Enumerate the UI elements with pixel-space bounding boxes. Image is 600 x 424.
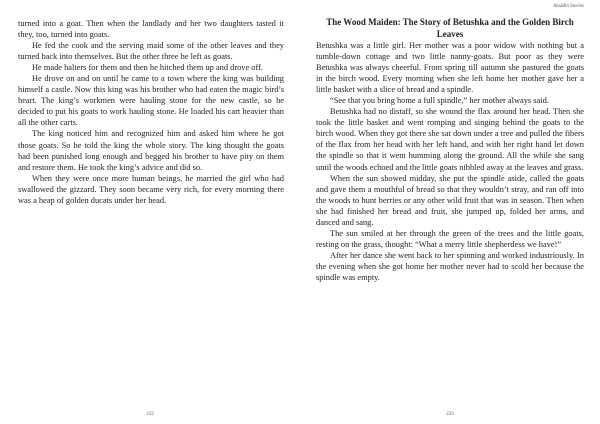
paragraph: The king noticed him and recognized him and asked him where he got those goats. So he told the king the whole story. The king thought the goats had been punished long enough and begged his brother to have pity on them and restore them. He took the king’s advice and did so. (18, 129, 284, 172)
paragraph: After her dance she went back to her spinning and worked industriously. In the evening when she got home her mother never had to scold her because the spindle was empty. (316, 250, 584, 282)
paragraph: He made halters for them and then he hitched them up and drove off. (32, 63, 264, 73)
right-page-text (316, 17, 584, 283)
chapter-title: The Wood Maiden: The Story of Betushka and the Golden Birch Leaves (326, 17, 574, 39)
paragraph: He fed the cook and the serving maid some of the other leaves and they turned back into themselves. But the other three he left as goats. (18, 41, 284, 62)
right-page (300, 0, 600, 424)
page-number: 232 (146, 412, 154, 417)
running-head: Aladdin Stories (553, 4, 584, 9)
paragraph: Betushka had no distaff, so she wound the flax around her head. Then she took the little basket and went romping and singing behind the goats to the birch wood. When they got there she sat down under a tree and pulled the fibers of the flax from her head with her left hand, and with her right hand let down the spindle so that it went humming along the ground. All the while she sang until the woods echoed and the little goats nibbled away at the leaves and grass. (316, 107, 584, 172)
paragraph: turned into a goat. Then when the landlady and her two daughters tasted it they, too, turned into goats. (18, 19, 284, 40)
paragraph: He drove on and on until he came to a town where the king was building himself a castle. Now this king was his brother who had eaten the magic bird’s heart. The king’s workmen were hauling stone for the new castle, so he decided to put his goats to work hauling stone. He loaded his cart heavier than all the other carts. (18, 74, 284, 128)
left-page-text (18, 18, 284, 206)
paragraph: The sun smiled at her through the green of the trees and the little goats, resting on the grass, thought: “What a merry little shepherdess we have!” (316, 228, 584, 249)
paragraph: When the sun showed midday, she put the spindle aside, called the goats and gave them a mouthful of bread so that they wouldn’t stray, and ran off into the woods to hunt berries or any other wild fruit that was in season. Then when she had finished her bread and fruit, she jumped up, folded her arms, and danced and sang. (316, 173, 584, 227)
page-number: 233 (446, 412, 454, 417)
paragraph: When they were once more human beings, he married the girl who had swallowed the gizzard. They soon became very rich, for every morning there was a heap of golden ducats under her head. (18, 173, 284, 205)
paragraph: “See that you bring home a full spindle,” her mother always said. (330, 96, 549, 106)
paragraph: Betushka was a little girl. Her mother was a poor widow with nothing but a tumble-down cottage and two little nanny-goats. But poor as they were Betushka was always cheerful. From spring till autumn she pastured the goats in the birch wood. Every morning when she left home her mother gave her a little basket with a slice of bread and a spindle. (316, 41, 584, 95)
